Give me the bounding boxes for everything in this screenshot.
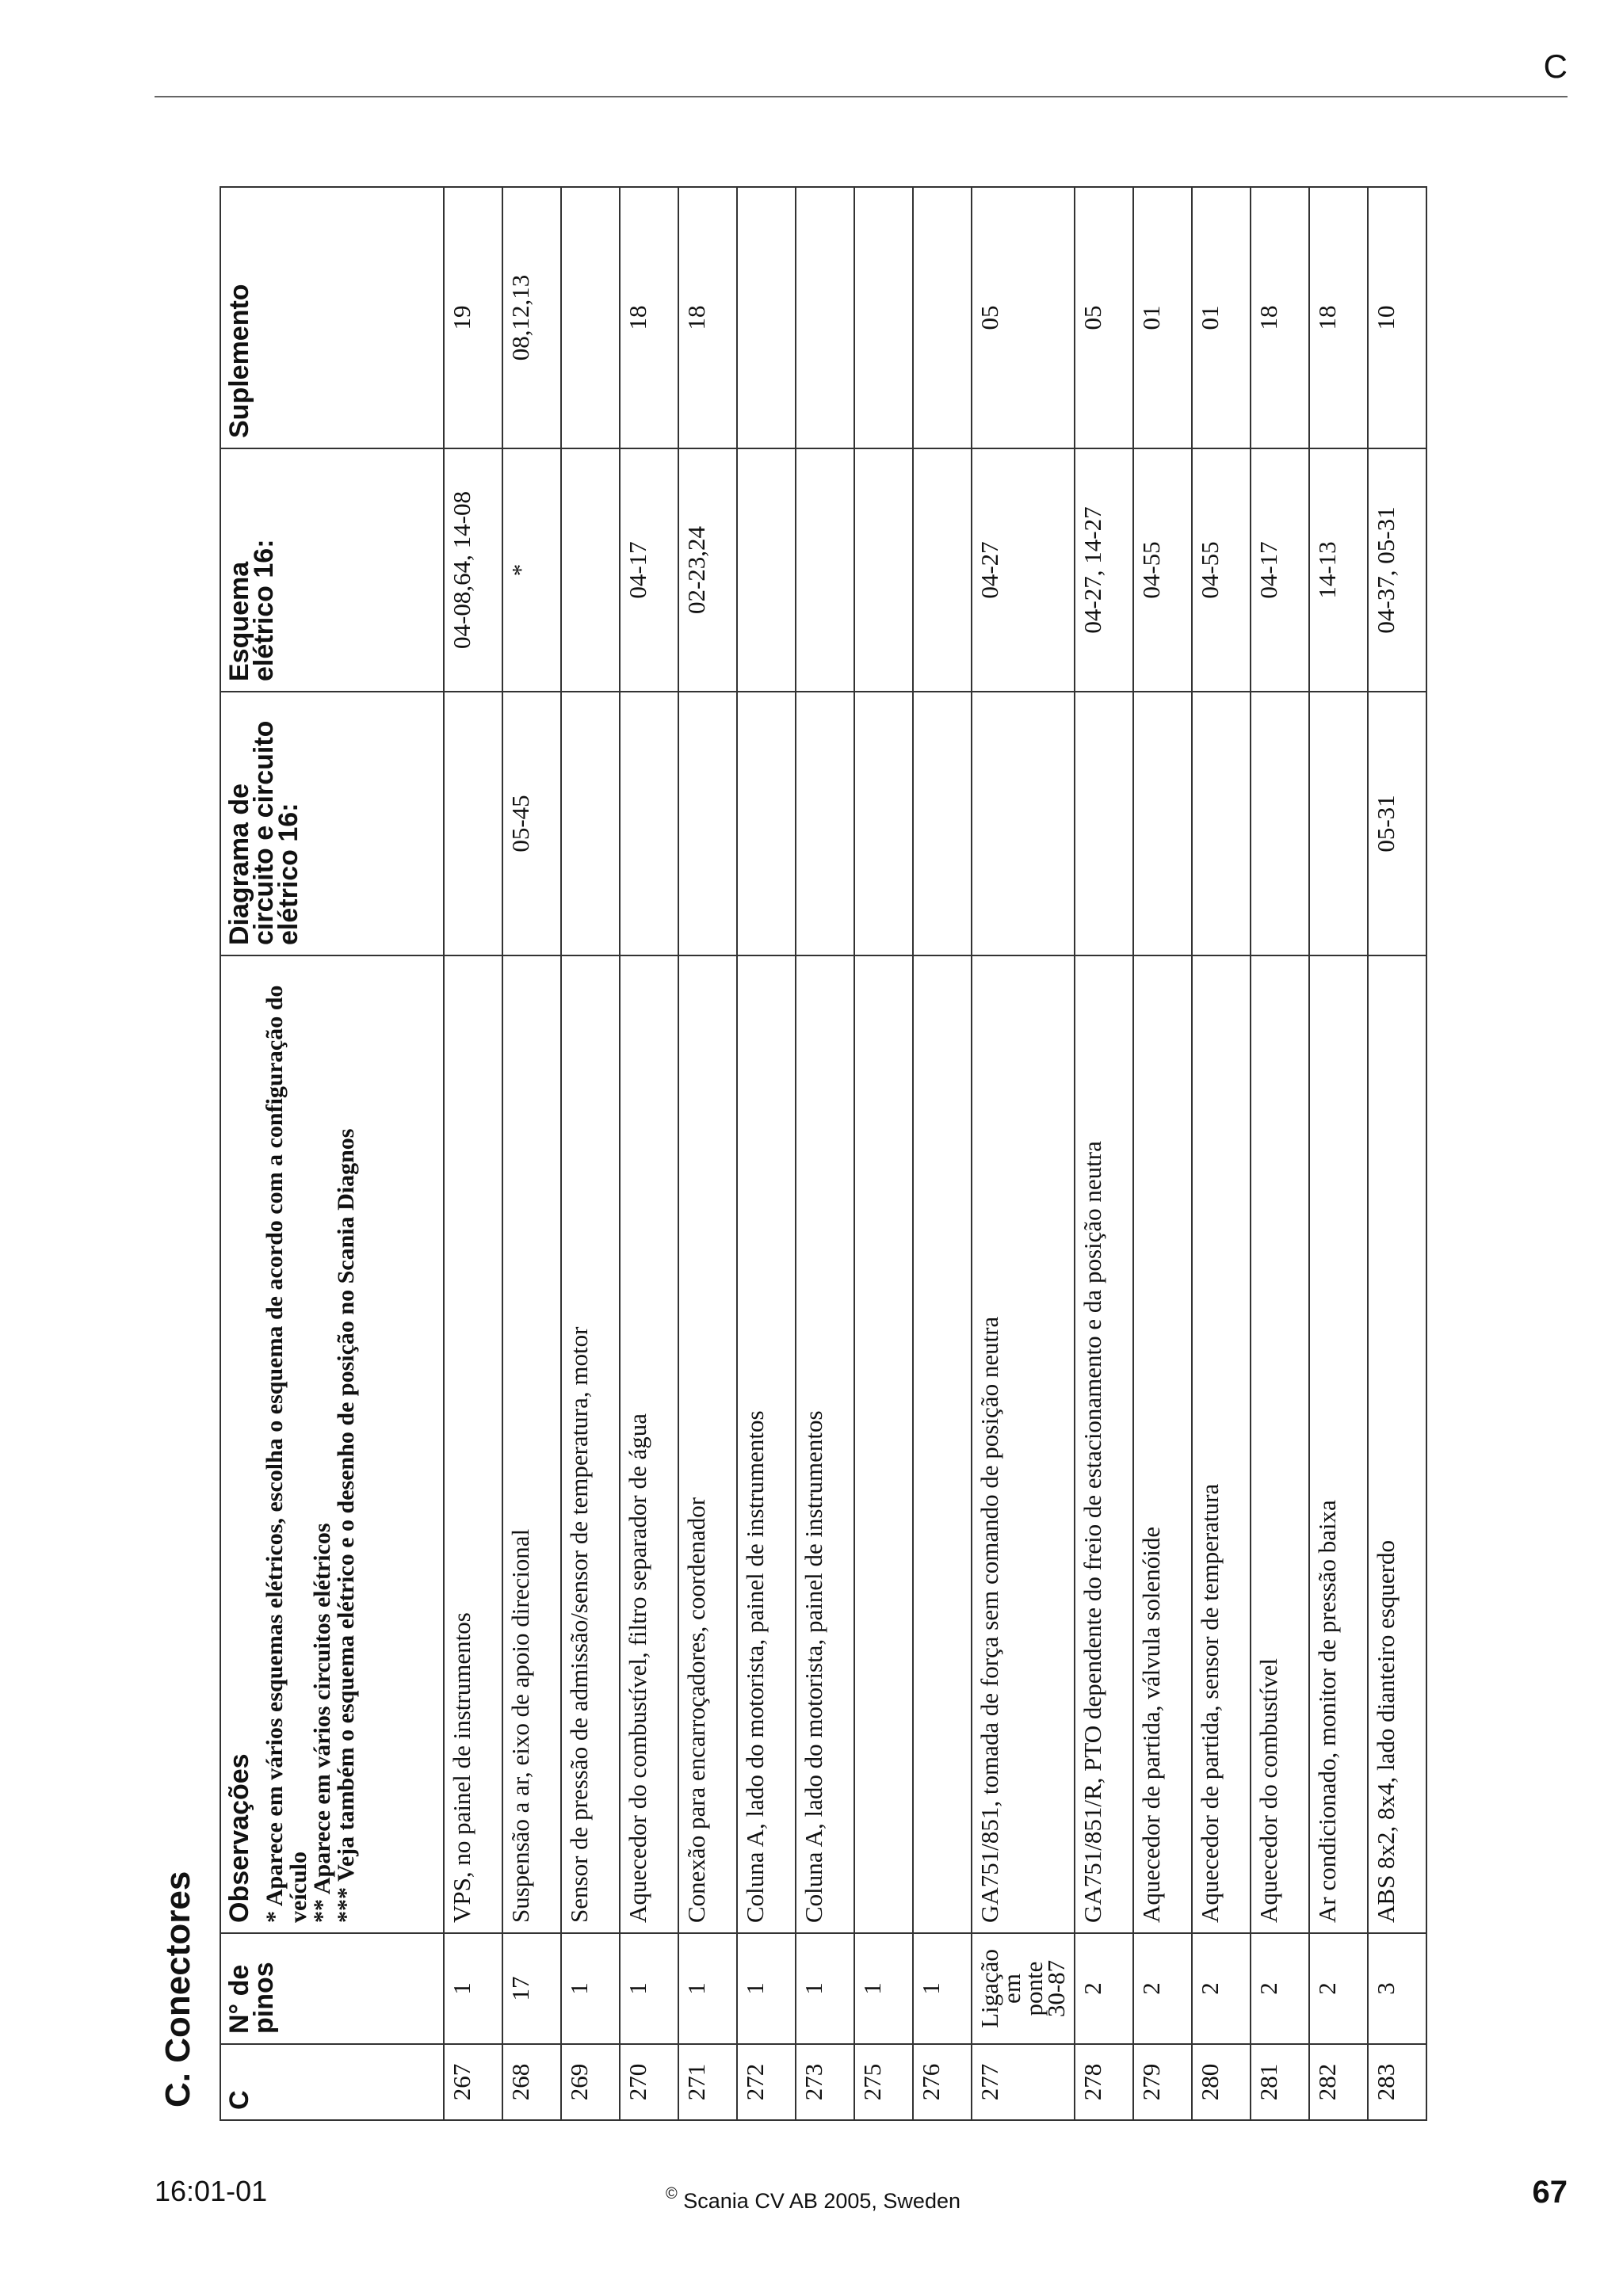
cell-observations: VPS, no painel de instrumentos [444, 955, 502, 1933]
cell-observations: Sensor de pressão de admissão/sensor de temperatura, motor [561, 955, 620, 1933]
cell-pins: 17 [502, 1933, 561, 2044]
cell-observations: Coluna A, lado do motorista, painel de instrumentos [737, 955, 796, 1933]
cell-pins: 1 [854, 1933, 913, 2044]
cell-connector: 271 [678, 2044, 737, 2120]
cell-connector: 270 [620, 2044, 678, 2120]
cell-observations: Ar condicionado, monitor de pressão baixa [1309, 955, 1368, 1933]
cell-connector: 272 [737, 2044, 796, 2120]
cell-connector: 279 [1133, 2044, 1192, 2120]
cell-pins: 1 [561, 1933, 620, 2044]
cell-observations: Aquecedor de partida, sensor de temperatura [1192, 955, 1251, 1933]
cell-diagram [1075, 692, 1133, 955]
table-row [561, 187, 620, 2120]
cell-observations: Aquecedor do combustível [1251, 955, 1309, 1933]
note-line: ** Aparece em vários circuitos elétricos [309, 1523, 335, 1923]
cell-pins: 2 [1251, 1933, 1309, 2044]
rotated-page-content [158, 190, 1458, 2131]
cell-supplement: 19 [444, 187, 502, 448]
cell-supplement: 18 [1251, 187, 1309, 448]
connectors-table [220, 186, 1427, 2121]
cell-observations: Coluna A, lado do motorista, painel de instrumentos [796, 955, 854, 1933]
cell-diagram [561, 692, 620, 955]
table-row [1309, 187, 1368, 2120]
cell-schema: * [502, 448, 561, 692]
cell-schema: 14-13 [1309, 448, 1368, 692]
cell-connector: 273 [796, 2044, 854, 2120]
cell-supplement [796, 187, 854, 448]
cell-pins: 3 [1368, 1933, 1426, 2044]
cell-diagram [1192, 692, 1251, 955]
cell-diagram [972, 692, 1075, 955]
cell-connector: 275 [854, 2044, 913, 2120]
cell-supplement: 18 [1309, 187, 1368, 448]
cell-pins: 2 [1075, 1933, 1133, 2044]
cell-observations: Conexão para encarroçadores, coordenador [678, 955, 737, 1933]
cell-pins: 2 [1309, 1933, 1368, 2044]
cell-pins: 2 [1133, 1933, 1192, 2044]
cell-supplement: 10 [1368, 187, 1426, 448]
cell-diagram [796, 692, 854, 955]
cell-diagram [620, 692, 678, 955]
cell-supplement: 05 [1075, 187, 1133, 448]
cell-pins: 1 [678, 1933, 737, 2044]
cell-schema [737, 448, 796, 692]
table-row [1192, 187, 1251, 2120]
cell-schema: 04-55 [1192, 448, 1251, 692]
cell-schema [854, 448, 913, 692]
cell-supplement: 08,12,13 [502, 187, 561, 448]
cell-schema [561, 448, 620, 692]
cell-diagram: 05-31 [1368, 692, 1426, 955]
cell-supplement: 01 [1192, 187, 1251, 448]
copyright-symbol: © [666, 2185, 678, 2203]
table-row [737, 187, 796, 2120]
table-row [1251, 187, 1309, 2120]
cell-supplement: 18 [620, 187, 678, 448]
header-rule [155, 96, 1568, 97]
column-header-diagram: Diagrama de circuito e circuito elétrico 16: [220, 692, 444, 955]
cell-supplement [737, 187, 796, 448]
cell-supplement: 05 [972, 187, 1075, 448]
cell-diagram [737, 692, 796, 955]
cell-connector: 278 [1075, 2044, 1133, 2120]
table-row [444, 187, 502, 2120]
section-letter: C [1543, 48, 1568, 85]
cell-supplement: 18 [678, 187, 737, 448]
cell-diagram [1133, 692, 1192, 955]
page-title: C. Conectores [158, 1871, 197, 2107]
column-header-c: C [220, 2044, 444, 2120]
cell-schema: 04-17 [1251, 448, 1309, 692]
cell-pins: 1 [913, 1933, 972, 2044]
cell-supplement: 01 [1133, 187, 1192, 448]
cell-diagram: 05-45 [502, 692, 561, 955]
cell-pins: 1 [796, 1933, 854, 2044]
cell-observations: Aquecedor do combustível, filtro separador de água [620, 955, 678, 1933]
cell-connector: 282 [1309, 2044, 1368, 2120]
table-row [972, 187, 1075, 2120]
column-header-pins: N° de pinos [220, 1933, 444, 2044]
cell-observations: Aquecedor de partida, válvula solenóide [1133, 955, 1192, 1933]
table-row [1368, 187, 1426, 2120]
notes-block [263, 966, 358, 1923]
cell-schema: 04-17 [620, 448, 678, 692]
column-header-schema: Esquema elétrico 16: [220, 448, 444, 692]
cell-schema: 04-27 [972, 448, 1075, 692]
column-header-supplement: Suplemento [220, 187, 444, 448]
table-row [1133, 187, 1192, 2120]
cell-connector: 268 [502, 2044, 561, 2120]
cell-observations: GA751/851/R, PTO dependente do freio de estacionamento e da posição neutra [1075, 955, 1133, 1933]
cell-pins: 1 [620, 1933, 678, 2044]
copyright-notice [666, 2185, 960, 2214]
cell-pins: Ligação em ponte 30-87 [972, 1933, 1075, 2044]
table-row [854, 187, 913, 2120]
cell-connector: 280 [1192, 2044, 1251, 2120]
cell-supplement [854, 187, 913, 448]
cell-schema: 04-55 [1133, 448, 1192, 692]
cell-connector: 281 [1251, 2044, 1309, 2120]
cell-pins: 2 [1192, 1933, 1251, 2044]
cell-schema: 02-23,24 [678, 448, 737, 692]
cell-observations [854, 955, 913, 1933]
table-row [678, 187, 737, 2120]
note-line: * Aparece em vários esquemas elétricos, escolha o esquema de acordo com a configuração do veículo [262, 985, 311, 1923]
table-row [913, 187, 972, 2120]
note-line: *** Veja também o esquema elétrico e o desenho de posição no Scania Diagnos [333, 1128, 359, 1923]
cell-schema: 04-27, 14-27 [1075, 448, 1133, 692]
document-code: 16:01-01 [155, 2175, 268, 2207]
table-row [502, 187, 561, 2120]
page-number: 67 [1532, 2175, 1568, 2210]
table-row [620, 187, 678, 2120]
cell-supplement [561, 187, 620, 448]
cell-connector: 276 [913, 2044, 972, 2120]
cell-diagram [1251, 692, 1309, 955]
cell-diagram [913, 692, 972, 955]
cell-schema [796, 448, 854, 692]
cell-connector: 269 [561, 2044, 620, 2120]
column-header-observations-label: Observações [224, 1753, 254, 1923]
cell-schema [913, 448, 972, 692]
cell-observations [913, 955, 972, 1933]
table-row [796, 187, 854, 2120]
cell-schema: 04-37, 05-31 [1368, 448, 1426, 692]
cell-connector: 267 [444, 2044, 502, 2120]
cell-supplement [913, 187, 972, 448]
column-header-observations [220, 955, 444, 1933]
cell-observations: Suspensão a ar, eixo de apoio direcional [502, 955, 561, 1933]
copyright-text: Scania CV AB 2005, Sweden [683, 2189, 960, 2213]
cell-pins: 1 [444, 1933, 502, 2044]
cell-connector: 277 [972, 2044, 1075, 2120]
table-header-row [220, 187, 444, 2120]
cell-schema: 04-08,64, 14-08 [444, 448, 502, 692]
cell-observations: ABS 8x2, 8x4, lado dianteiro esquerdo [1368, 955, 1426, 1933]
cell-diagram [854, 692, 913, 955]
cell-pins: 1 [737, 1933, 796, 2044]
cell-diagram [678, 692, 737, 955]
cell-diagram [1309, 692, 1368, 955]
cell-diagram [444, 692, 502, 955]
table-body [444, 187, 1426, 2120]
table-row [1075, 187, 1133, 2120]
cell-observations: GA751/851, tomada de força sem comando de posição neutra [972, 955, 1075, 1933]
cell-connector: 283 [1368, 2044, 1426, 2120]
